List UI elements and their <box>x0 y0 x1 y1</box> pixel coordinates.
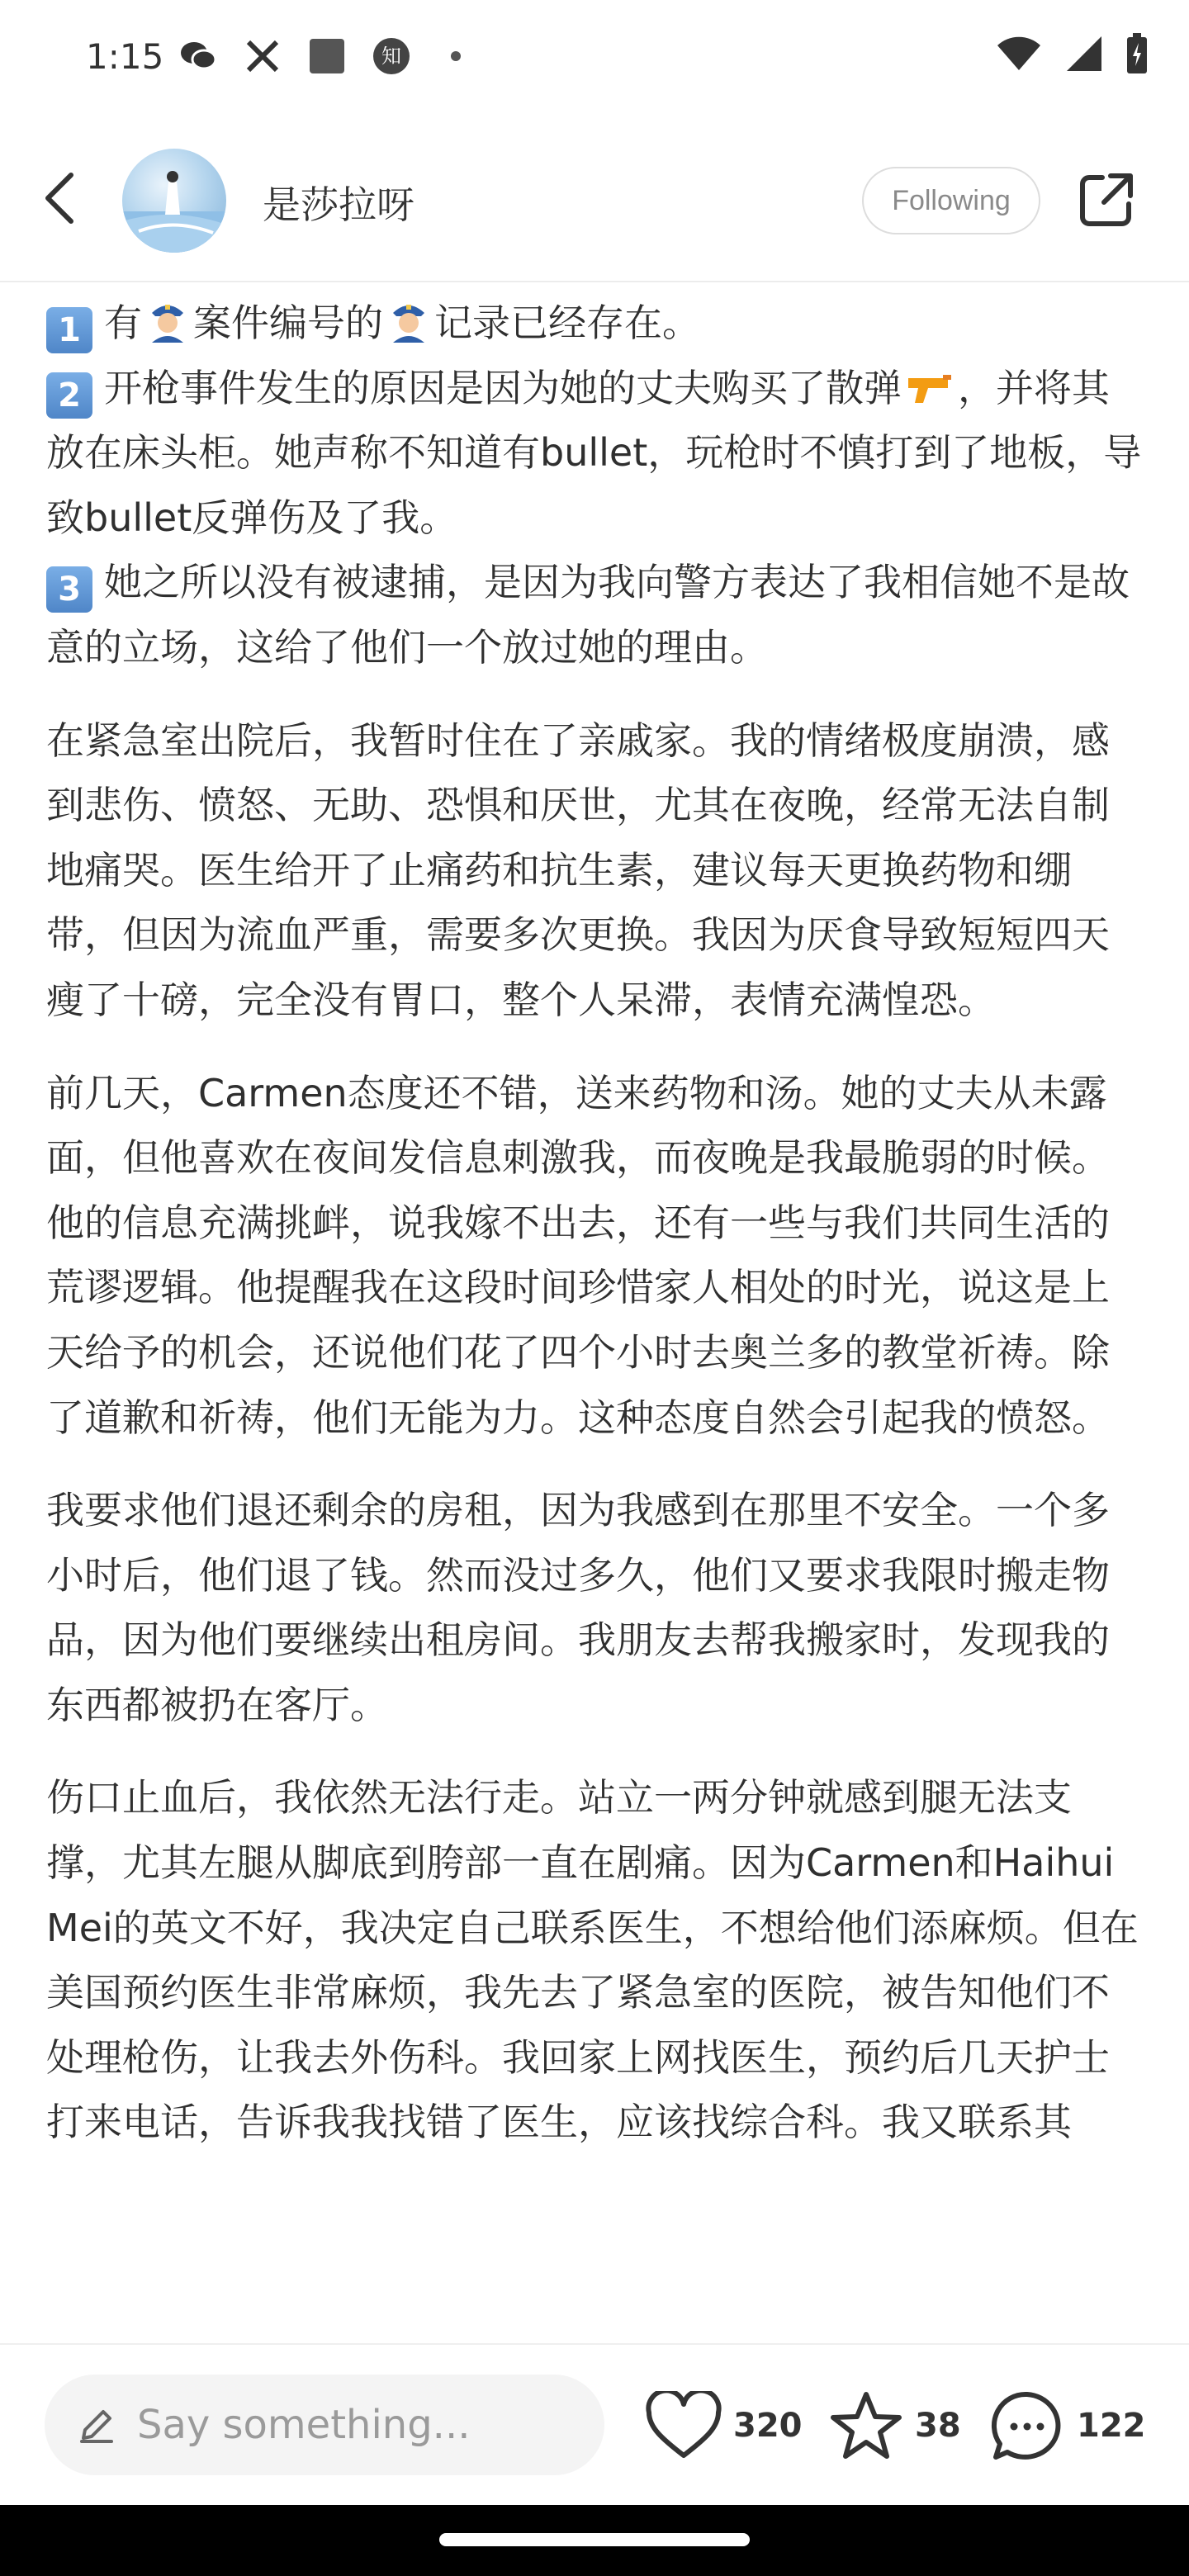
system-navigation-bar <box>0 2505 1189 2576</box>
signal-icon <box>1065 35 1103 76</box>
app-square-icon <box>307 36 347 76</box>
notification-icons <box>178 36 476 76</box>
svg-text:知: 知 <box>381 45 401 68</box>
wifi-icon <box>996 36 1042 75</box>
post-content <box>46 291 1144 2338</box>
keycap-3-icon: 3 <box>46 566 92 613</box>
system-icons <box>996 33 1148 78</box>
water-pistol-icon <box>907 372 953 405</box>
paragraph: 前几天，Carmen态度还不错，送来药物和汤。她的丈夫从未露面，但他喜欢在夜间发信息刺激我，而夜晚是我最脆弱的时候。他的信息充满挑衅，说我嫁不出去，还有一些与我们共同生活的荒谬逻辑。他提醒我在这段时间珍惜家人相处的时光，说这是上天给予的机会，还说他们花了四个小时去奥兰多的教堂祈祷。除了道歉和祈祷，他们无能为力。这种态度自然会引起我的愤怒。 <box>46 1070 1110 1440</box>
heart-icon <box>646 2391 722 2460</box>
police-officer-icon <box>147 296 188 343</box>
keycap-2-icon: 2 <box>46 372 92 419</box>
status-bar <box>0 0 1189 116</box>
home-indicator[interactable] <box>439 2533 750 2546</box>
pencil-icon <box>74 2403 119 2447</box>
zhihu-icon <box>372 36 411 76</box>
comment-bubble-icon <box>989 2389 1065 2462</box>
police-officer-icon <box>388 296 429 343</box>
dot-icon <box>436 36 476 76</box>
comments-button[interactable] <box>989 2384 1146 2467</box>
comment-input[interactable] <box>45 2375 604 2475</box>
battery-icon <box>1126 33 1148 78</box>
comment-placeholder: Say something... <box>137 2402 471 2448</box>
wechat-icon <box>178 36 218 76</box>
paragraph: 我要求他们退还剩余的房租，因为我感到在那里不安全。一个多小时后，他们退了钱。然而没过多久，他们又要求我限时搬走物品，因为他们要继续出租房间。我朋友去帮我搬家时，发现我的东西都被扔在客厅。 <box>46 1488 1110 1727</box>
post-header <box>0 116 1189 282</box>
share-button[interactable] <box>1073 167 1139 233</box>
x-icon <box>243 36 282 76</box>
status-time: 1:15 <box>86 36 164 77</box>
following-button[interactable]: Following <box>862 167 1040 234</box>
star-icon <box>829 2390 903 2461</box>
avatar[interactable] <box>122 149 226 253</box>
like-button[interactable] <box>646 2384 803 2467</box>
like-count: 320 <box>733 2407 803 2445</box>
share-external-icon <box>1078 171 1135 229</box>
keycap-1-icon: 1 <box>46 307 92 353</box>
comment-count: 122 <box>1077 2407 1146 2445</box>
author-name[interactable]: 是莎拉呀 <box>263 182 414 227</box>
favorite-button[interactable] <box>829 2384 961 2467</box>
chevron-left-icon <box>43 172 76 225</box>
favorite-count: 38 <box>915 2407 961 2445</box>
paragraph: 在紧急室出院后，我暂时住在了亲戚家。我的情绪极度崩溃，感到悲伤、愤怒、无助、恐惧和厌世，尤其在夜晚，经常无法自制地痛哭。医生给开了止痛药和抗生素，建议每天更换药物和绷带，但因为流血严重，需要多次更换。我因为厌食导致短短四天瘦了十磅，完全没有胃口，整个人呆滞，表情充满惶恐。 <box>46 717 1110 1022</box>
engagement-bar <box>0 2343 1189 2507</box>
numbered-list: 1 有 案件编号的 记录已经存在。 2 开枪事件发生的原因是因为她的丈夫购买了散弹 ，并将其放在床头柜。她声称不知道有bullet，玩枪时不慎打到了地板，导致bullet反弹伤及了我。 3 她之所以没有被逮捕，是因为我向警方表达了我相信她不是故意的立场，这给了他们一个放过她的理由。 <box>46 291 1144 680</box>
paragraph: 伤口止血后，我依然无法行走。站立一两分钟就感到腿无法支撑，尤其左腿从脚底到胯部一直在剧痛。因为Carmen和Haihui Mei的英文不好，我决定自己联系医生，不想给他们添麻烦。但在美国预约医生非常麻烦，我先去了紧急室的医院，被告知他们不处理枪伤，让我去外伤科。我回家上网找医生，预约后几天护士打来电话，告诉我我找错了医生，应该找综合科。我又联系其 <box>46 1775 1139 2145</box>
back-button[interactable] <box>33 165 86 231</box>
